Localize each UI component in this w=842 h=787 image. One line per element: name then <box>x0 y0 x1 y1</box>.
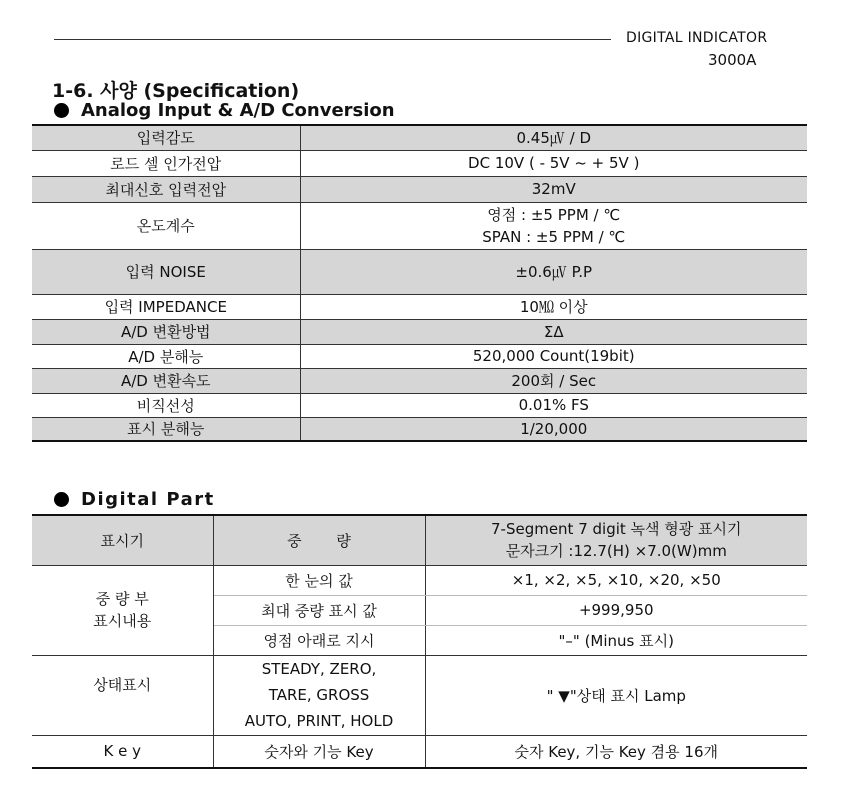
spec-mid-line: AUTO, PRINT, HOLD <box>244 712 394 730</box>
spec-label-line: 중 량 부 <box>95 590 149 608</box>
table-row <box>32 150 807 176</box>
table-row <box>32 202 807 249</box>
spec-value: ×1, ×2, ×5, ×10, ×20, ×50 <box>425 565 807 595</box>
spec-label: 최대신호 입력전압 <box>32 176 300 202</box>
table-row <box>32 249 807 294</box>
spec-value: +999,950 <box>425 595 807 625</box>
spec-value-line: 7-Segment 7 digit 녹색 형광 표시기 <box>490 520 742 539</box>
analog-heading <box>54 100 395 121</box>
table-row <box>32 344 807 368</box>
digital-heading <box>54 489 215 510</box>
table-row <box>32 655 807 735</box>
spec-mid: 한 눈의 값 <box>213 565 425 595</box>
spec-label: 표시 분해능 <box>32 417 300 441</box>
spec-value: 0.01% FS <box>300 393 807 417</box>
spec-label: 입력감도 <box>32 125 300 150</box>
spec-value-line: 영점 : ±5 PPM / ℃ <box>487 205 621 224</box>
spec-label: 입력 NOISE <box>32 249 300 294</box>
bullet-icon <box>54 492 69 507</box>
spec-label: 온도계수 <box>32 202 300 249</box>
spec-value: 숫자 Key, 기능 Key 겸용 16개 <box>425 735 807 768</box>
spec-value: ΣΔ <box>300 319 807 344</box>
digital-heading-text: Digital Part <box>81 489 215 510</box>
spec-value: "–" (Minus 표시) <box>425 625 807 655</box>
bullet-icon <box>54 103 69 118</box>
table-row <box>32 125 807 150</box>
spec-value-line: 문자크기 :12.7(H) ×7.0(W)mm <box>505 542 727 561</box>
table-row <box>32 515 807 565</box>
spec-value <box>300 202 807 249</box>
spec-label: 표시기 <box>32 515 213 565</box>
spec-label: 상태표시 <box>32 655 213 735</box>
spec-value: 10㏁ 이상 <box>300 294 807 319</box>
spec-value: ±0.6㎶ P.P <box>300 249 807 294</box>
header-rule <box>54 39 611 40</box>
spec-value: 32mV <box>300 176 807 202</box>
spec-mid: 최대 중량 표시 값 <box>213 595 425 625</box>
header-title: DIGITAL INDICATOR <box>626 30 768 46</box>
analog-heading-text: Analog Input & A/D Conversion <box>81 100 395 121</box>
spec-mid: 영점 아래로 지시 <box>213 625 425 655</box>
section-title: 1-6. 사양 (Specification) <box>52 80 300 102</box>
spec-mid-line: TARE, GROSS <box>268 686 370 704</box>
digital-spec-table <box>32 514 807 769</box>
spec-label: 로드 셀 인가전압 <box>32 150 300 176</box>
spec-label: A/D 변환방법 <box>32 319 300 344</box>
spec-value <box>425 515 807 565</box>
spec-label: K e y <box>32 735 213 768</box>
table-row <box>32 417 807 441</box>
spec-value: 0.45㎶ / D <box>300 125 807 150</box>
spec-value: DC 10V ( - 5V ~ + 5V ) <box>300 150 807 176</box>
spec-label-line: 표시내용 <box>93 612 152 630</box>
table-row <box>32 294 807 319</box>
spec-label <box>32 565 213 655</box>
spec-label: A/D 변환속도 <box>32 368 300 393</box>
table-row <box>32 565 807 595</box>
spec-mid: 숫자와 기능 Key <box>213 735 425 768</box>
spec-label: 비직선성 <box>32 393 300 417</box>
table-row <box>32 368 807 393</box>
spec-value: 200회 / Sec <box>300 368 807 393</box>
spec-value-line: SPAN : ±5 PPM / ℃ <box>482 227 626 246</box>
spec-mid-line: STEADY, ZERO, <box>261 660 377 678</box>
analog-spec-table <box>32 124 807 442</box>
table-row <box>32 176 807 202</box>
spec-value: " ▼"상태 표시 Lamp <box>425 655 807 735</box>
table-row <box>32 319 807 344</box>
spec-mid: 중 량 <box>213 515 425 565</box>
header-model: 3000A <box>708 51 757 69</box>
table-row <box>32 393 807 417</box>
spec-label: A/D 분해능 <box>32 344 300 368</box>
spec-mid <box>213 655 425 735</box>
spec-value: 520,000 Count(19bit) <box>300 344 807 368</box>
table-row <box>32 735 807 768</box>
spec-label: 입력 IMPEDANCE <box>32 294 300 319</box>
spec-value: 1/20,000 <box>300 417 807 441</box>
